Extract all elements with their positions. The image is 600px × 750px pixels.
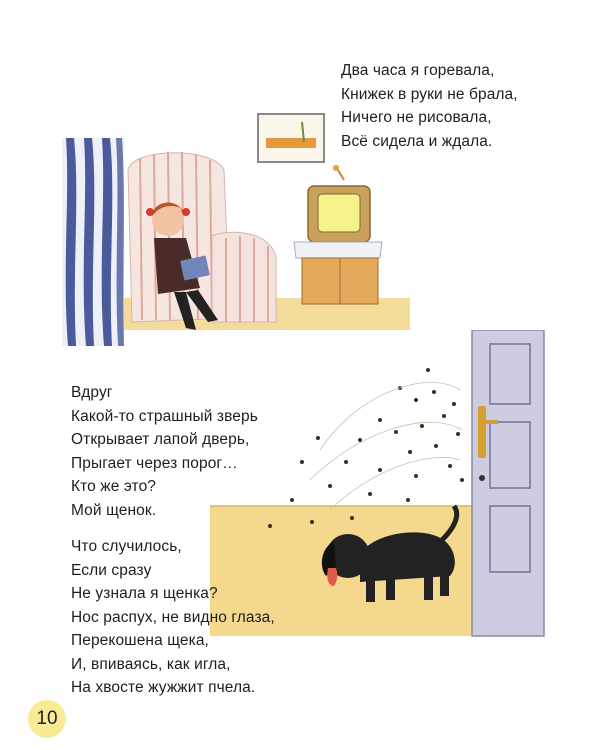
poem-line: Не узнала я щенка? [71,585,218,602]
poem-line: Два часа я горевала, [341,62,495,79]
poem-line: Мой щенок. [71,501,157,519]
door [472,330,544,636]
poem-line: Открывает лапой дверь, [71,431,250,448]
bee-flight-trails [310,383,462,511]
poem-line: Перекошена щека, [71,632,209,649]
bee-swarm [268,368,464,528]
poem-line: Всё сидела и ждала. [341,132,493,150]
page-number-badge [28,700,66,738]
poem-line: Книжек в руки не брала, [341,85,518,103]
poem-verse-1 [341,59,518,153]
poem-verse-2 [71,381,258,522]
poem-line: Если сразу [71,561,152,579]
door-handle [478,406,486,458]
wall-picture [258,114,324,162]
poem-line: Какой-то страшный зверь [71,407,258,425]
tv-set [294,165,382,304]
poem-line: Ничего не рисовала, [341,109,492,126]
curtain [62,138,124,346]
poem-line: Прыгает через порог… [71,454,238,472]
poem-line: Нос распух, не видно глаза, [71,608,275,626]
poem-line: На хвосте жужжит пчела. [71,679,256,696]
poem-verse-3 [71,535,275,700]
poem-line: Вдруг [71,384,113,401]
poem-line: И, впиваясь, как игла, [71,655,231,673]
page-number: 10 [36,708,58,729]
poem-line: Кто же это? [71,478,157,495]
poem-line: Что случилось, [71,538,182,555]
